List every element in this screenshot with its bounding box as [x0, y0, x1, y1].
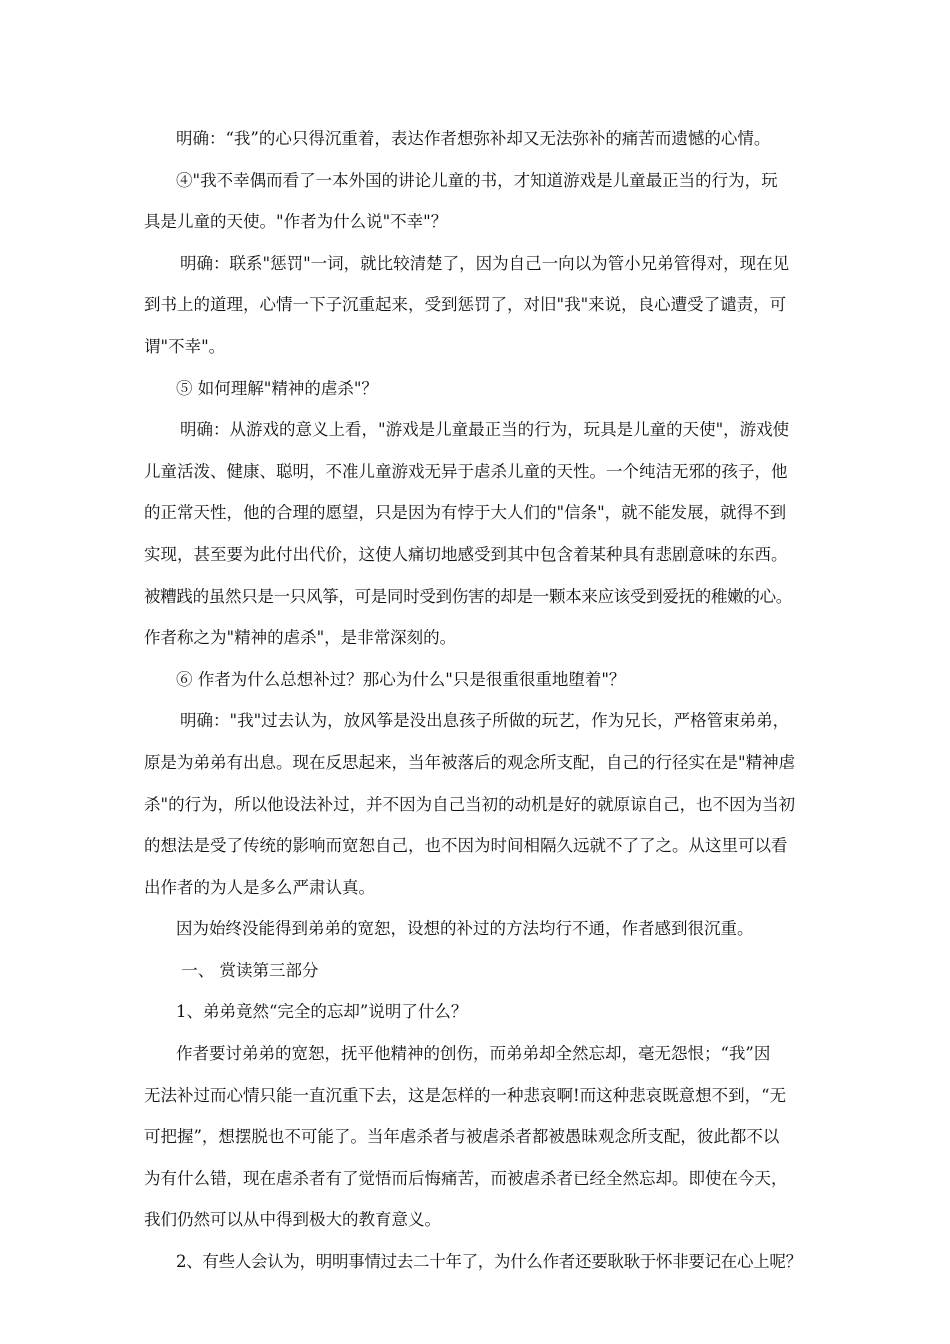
paragraph-line: 杀"的行为，所以他设法补过，并不因为自己当初的动机是好的就原谅自己，也不因为当初 — [144, 794, 796, 814]
paragraph-line: 谓"不幸"。 — [144, 336, 226, 356]
paragraph-line: ⑤ 如何理解"精神的虐杀"？ — [176, 378, 378, 398]
paragraph-line: 明确："我"过去认为，放风筝是没出息孩子所做的玩艺，作为兄长，严格管束弟弟， — [180, 711, 790, 731]
paragraph-line: 的想法是受了传统的影响而宽恕自己，也不因为时间相隔久远就不了了之。从这里可以看 — [144, 836, 788, 856]
paragraph-line: 无法补过而心情只能一直沉重下去，这是怎样的一种悲哀啊!而这种悲哀既意想不到，“无 — [144, 1085, 787, 1105]
paragraph-line: 被糟践的虽然只是一只风筝，可是同时受到伤害的却是一颗本来应该受到爱抚的稚嫩的心。 — [144, 586, 793, 606]
question-line: 1、弟弟竟然“完全的忘却”说明了什么？ — [176, 1002, 468, 1022]
document-body — [144, 118, 824, 1283]
paragraph-line: ⑥ 作者为什么总想补过？那心为什么"只是很重很重地堕着"？ — [176, 669, 626, 689]
paragraph-line: 明确：从游戏的意义上看，"游戏是儿童最正当的行为，玩具是儿童的天使"，游戏使 — [180, 420, 790, 440]
paragraph-line: 具是儿童的天使。"作者为什么说"不幸"？ — [144, 212, 448, 232]
paragraph-line: 为有什么错，现在虐杀者有了觉悟而后悔痛苦，而被虐杀者已经全然忘却。即使在今天， — [144, 1168, 788, 1188]
paragraph-line: 我们仍然可以从中得到极大的教育意义。 — [144, 1210, 441, 1230]
paragraph-line: 明确：“我”的心只得沉重着，表达作者想弥补却又无法弥补的痛苦而遗憾的心情。 — [176, 129, 771, 148]
paragraph-line: 儿童活泼、健康、聪明，不准儿童游戏无异于虐杀儿童的天性。一个纯洁无邪的孩子，他 — [144, 461, 788, 481]
question-line: 2、有些人会认为，明明事情过去二十年了，为什么作者还要耿耿于怀非要记在心上呢？ — [176, 1252, 802, 1272]
paragraph-line: 因为始终没能得到弟弟的宽恕，设想的补过的方法均行不通，作者感到很沉重。 — [176, 919, 754, 939]
section-heading: 一、 赏读第三部分 — [176, 960, 319, 980]
paragraph-line: 可把握”，想摆脱也不可能了。当年虐杀者与被虐杀者都被愚昧观念所支配，彼此都不以 — [144, 1127, 780, 1147]
paragraph-line: 的正常天性，他的合理的愿望，只是因为有悖于大人们的"信条"，就不能发展，就得不到 — [144, 503, 787, 523]
paragraph-line: 作者称之为"精神的虐杀"，是非常深刻的。 — [144, 628, 457, 648]
paragraph-line: 作者要讨弟弟的宽恕，抚平他精神的创伤，而弟弟却全然忘却，毫无怨恨；“我”因 — [176, 1044, 771, 1064]
paragraph-line: 到书上的道理，心情一下子沉重起来，受到惩罚了，对旧"我"来说，良心遭受了谴责，可 — [144, 295, 787, 315]
paragraph-line: 原是为弟弟有出息。现在反思起来，当年被落后的观念所支配，自己的行径实在是"精神虐 — [144, 752, 796, 772]
paragraph-line: 明确：联系"惩罚"一词，就比较清楚了，因为自己一向以为管小兄弟管得对，现在见 — [180, 253, 790, 273]
paragraph-line: 实现，甚至要为此付出代价，这使人痛切地感受到其中包含着某种具有悲剧意味的东西。 — [144, 544, 788, 564]
paragraph-line: 出作者的为人是多么严肃认真。 — [144, 877, 375, 897]
paragraph-line: ④"我不幸偶而看了一本外国的讲论儿童的书，才知道游戏是儿童最正当的行为，玩 — [176, 170, 778, 190]
